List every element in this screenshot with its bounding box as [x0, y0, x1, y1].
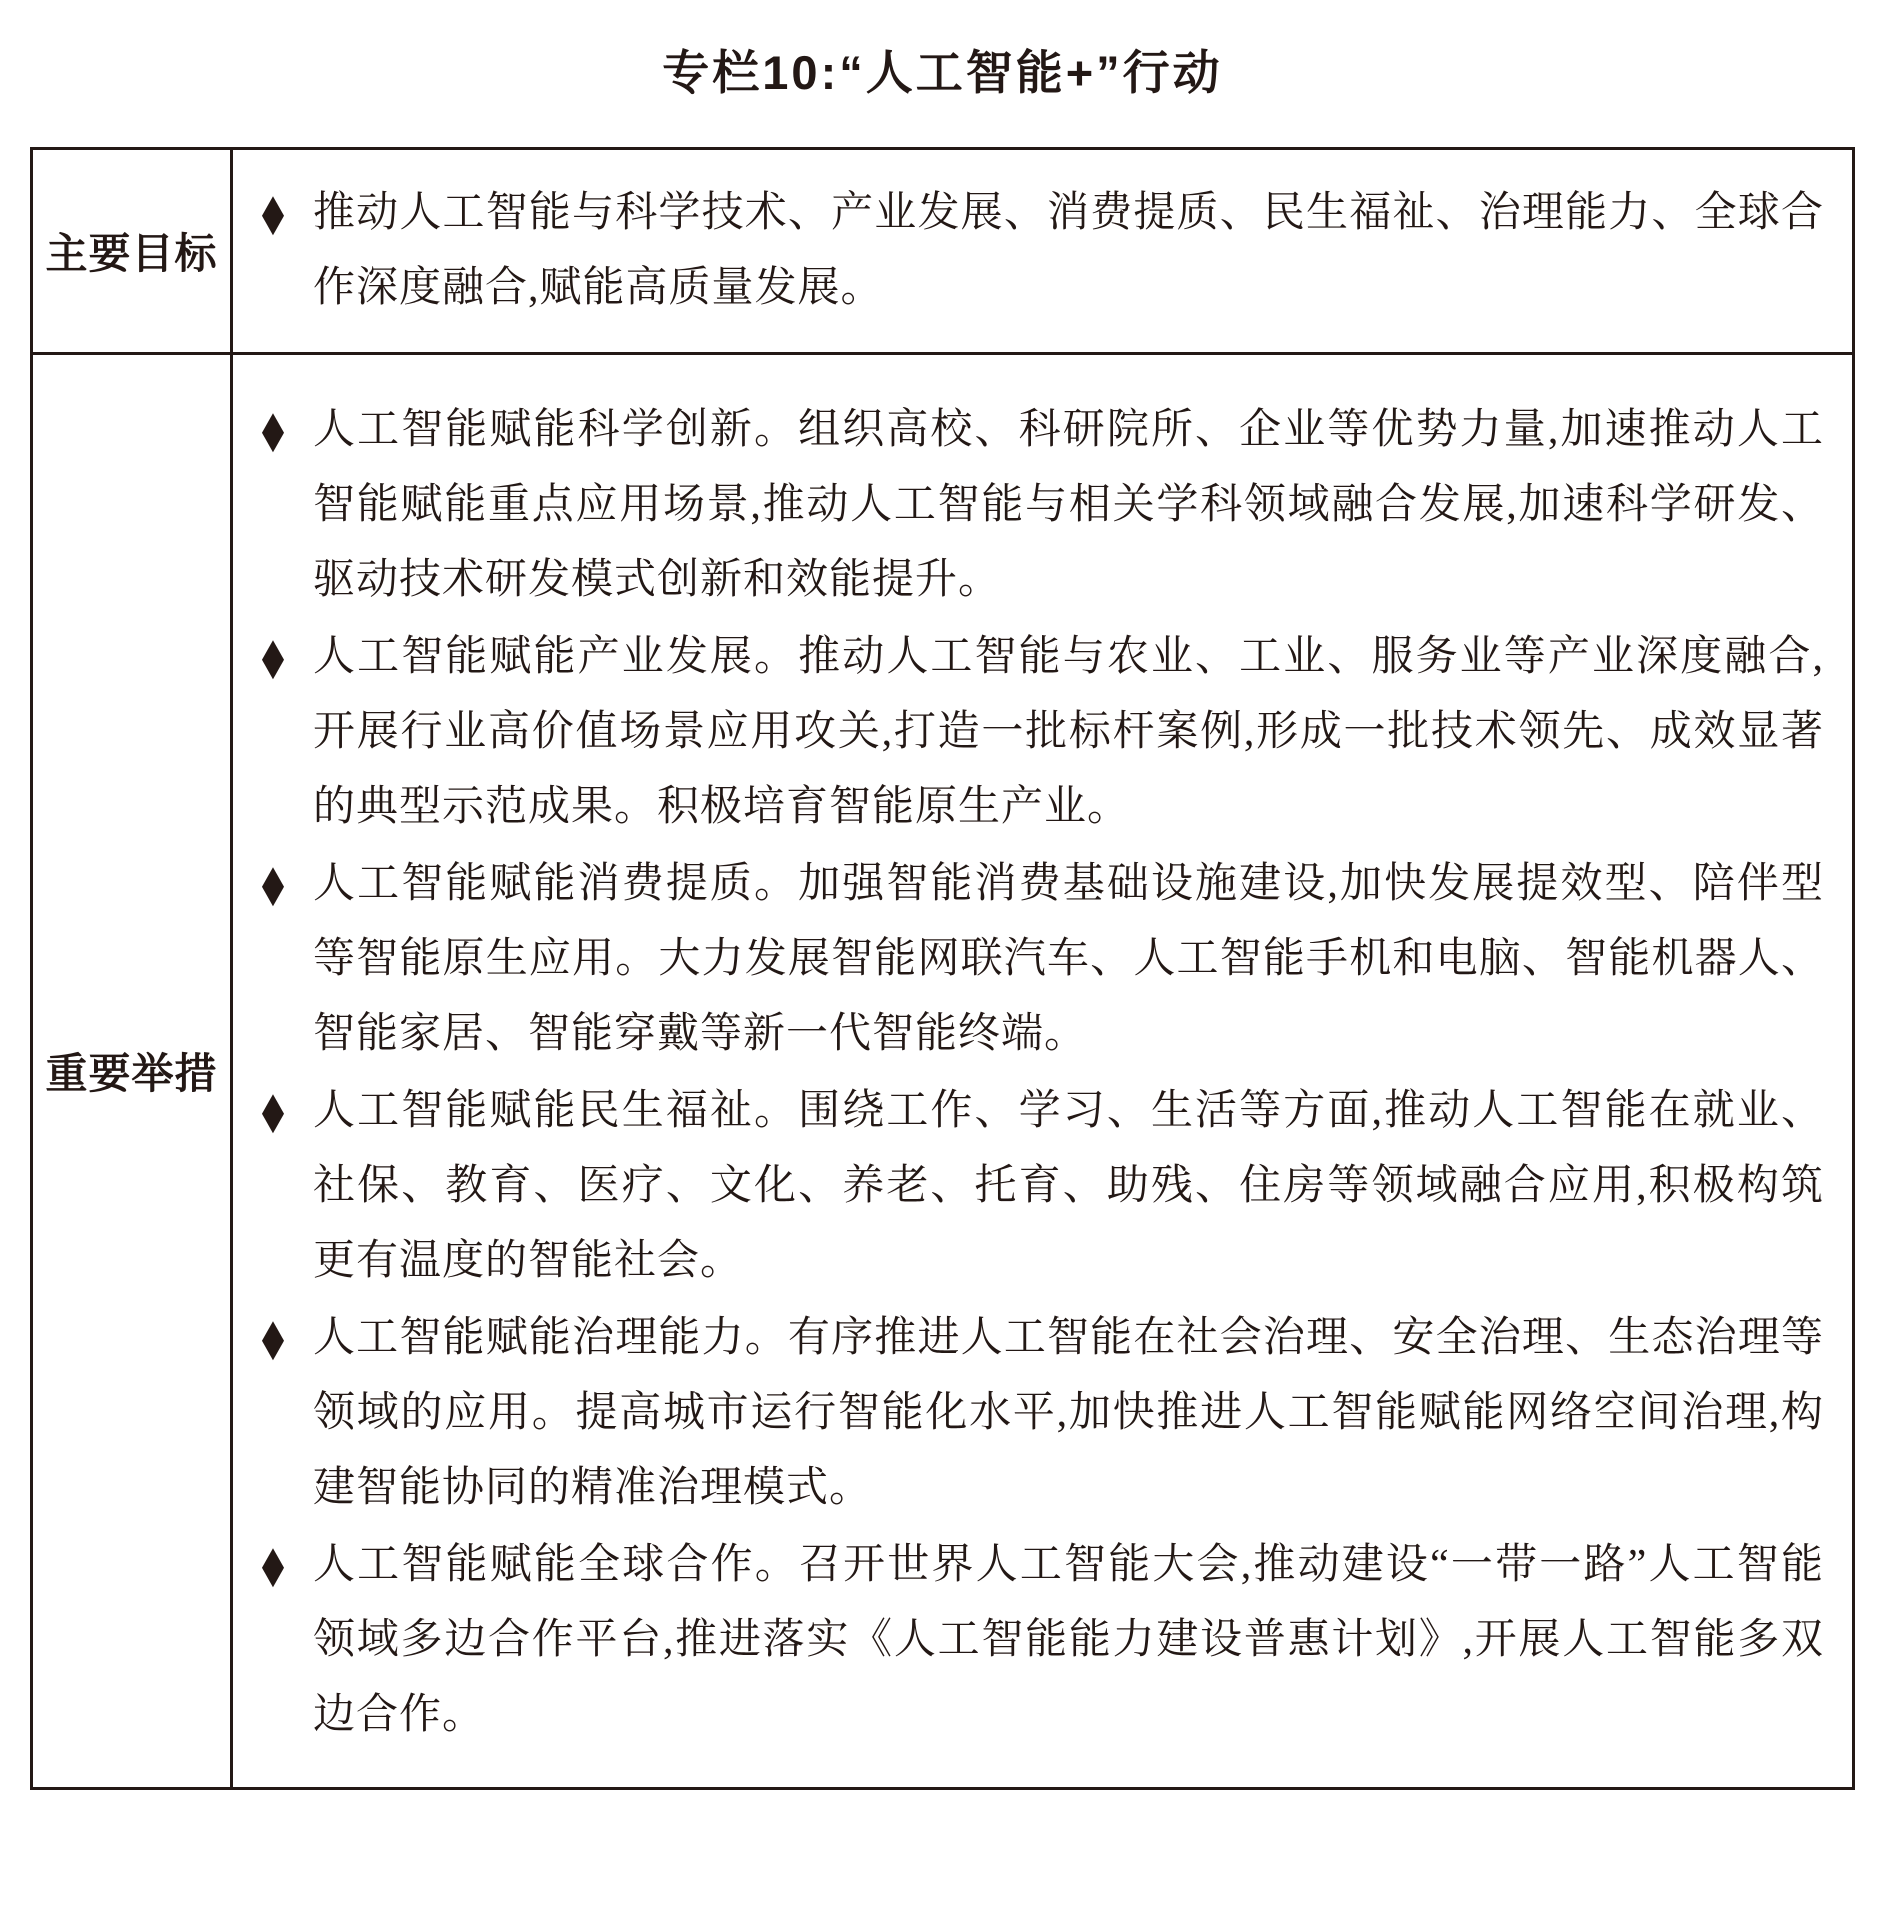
column-box-table — [30, 147, 1855, 1790]
list-item — [233, 847, 1824, 1072]
bullet-text: 推动人工智能与科学技术、产业发展、消费提质、民生福祉、治理能力、全球合作深度融合,赋能高质量发展。 — [313, 190, 1824, 311]
bullet-text: 人工智能赋能科学创新。组织高校、科研院所、企业等优势力量,加速推动人工智能赋能重点应用场景,推动人工智能与相关学科领域融合发展,加速科学研发、驱动技术研发模式创新和效能提升。 — [313, 407, 1824, 603]
measures-content-cell — [233, 355, 1852, 1787]
diamond-bullet-icon: ◆ — [261, 402, 285, 458]
row-label-measures: 重要举措 — [33, 355, 233, 1787]
bullet-text: 人工智能赋能产业发展。推动人工智能与农业、工业、服务业等产业深度融合,开展行业高价值场景应用攻关,打造一批标杆案例,形成一批技术领先、成效显著的典型示范成果。积极培育智能原生产业。 — [313, 634, 1824, 830]
list-item — [233, 1074, 1824, 1299]
list-item — [233, 1301, 1824, 1526]
list-item — [233, 1528, 1824, 1753]
list-item — [233, 620, 1824, 845]
list-item — [233, 393, 1824, 618]
diamond-bullet-icon: ◆ — [261, 1083, 285, 1139]
row-label-goals: 主要目标 — [33, 150, 233, 352]
bullet-text: 人工智能赋能民生福祉。围绕工作、学习、生活等方面,推动人工智能在就业、社保、教育、医疗、文化、养老、托育、助残、住房等领域融合应用,积极构筑更有温度的智能社会。 — [313, 1088, 1824, 1284]
bullet-text: 人工智能赋能消费提质。加强智能消费基础设施建设,加快发展提效型、陪伴型等智能原生应用。大力发展智能网联汽车、人工智能手机和电脑、智能机器人、智能家居、智能穿戴等新一代智能终端。 — [313, 861, 1824, 1057]
diamond-bullet-icon: ◆ — [261, 629, 285, 685]
goals-content-cell — [233, 150, 1852, 352]
bullet-text: 人工智能赋能全球合作。召开世界人工智能大会,推动建设“一带一路”人工智能领域多边合作平台,推进落实《人工智能能力建设普惠计划》,开展人工智能多双边合作。 — [313, 1542, 1824, 1738]
diamond-bullet-icon: ◆ — [261, 1310, 285, 1366]
table-row-goals — [33, 150, 1852, 352]
diamond-bullet-icon: ◆ — [261, 185, 285, 241]
list-item — [233, 176, 1824, 326]
page-title: 专栏10:“人工智能+”行动 — [662, 46, 1223, 99]
bullet-text: 人工智能赋能治理能力。有序推进人工智能在社会治理、安全治理、生态治理等领域的应用。提高城市运行智能化水平,加快推进人工智能赋能网络空间治理,构建智能协同的精准治理模式。 — [313, 1315, 1824, 1511]
table-row-measures — [33, 352, 1852, 1787]
diamond-bullet-icon: ◆ — [261, 856, 285, 912]
diamond-bullet-icon: ◆ — [261, 1537, 285, 1593]
